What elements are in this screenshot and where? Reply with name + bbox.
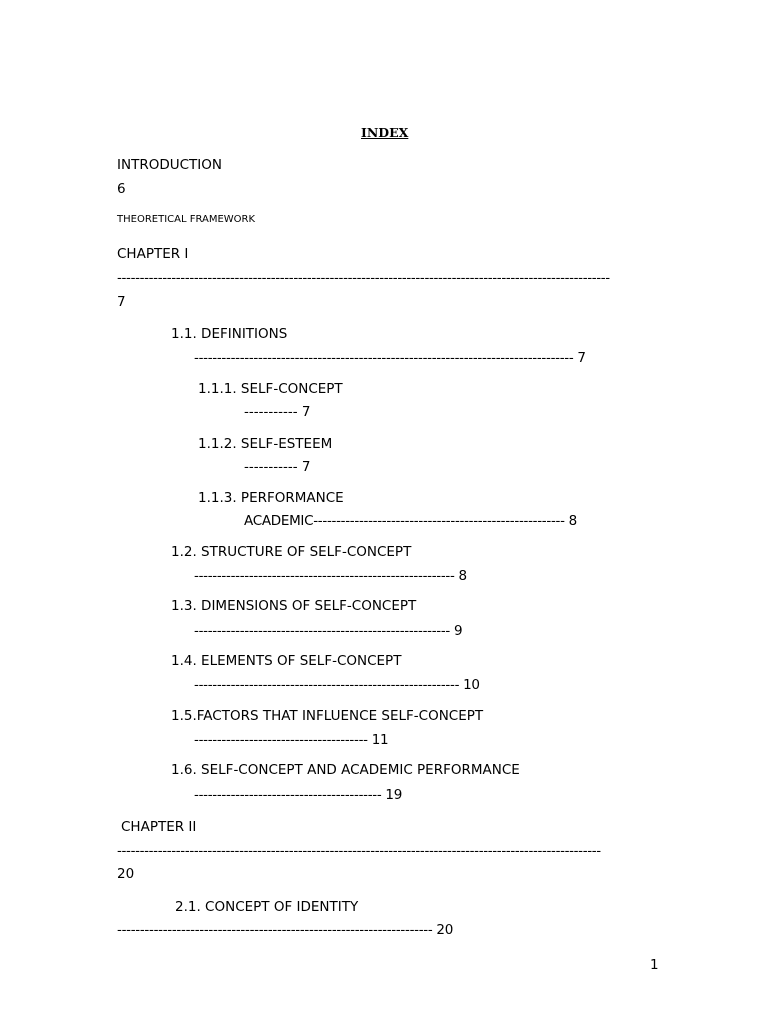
toc-chapter-2-page: 20	[117, 866, 135, 882]
toc-1-5-label: 1.5.FACTORS THAT INFLUENCE SELF-CONCEPT	[171, 708, 484, 724]
toc-theoretical-framework: THEORETICAL FRAMEWORK	[117, 214, 256, 225]
toc-1-1-leader: ----------------------------------------------------------------------------------- 7	[194, 350, 586, 366]
toc-1-1-2-label: 1.1.2. SELF-ESTEEM	[198, 436, 333, 452]
toc-chapter-2-label: CHAPTER II	[121, 819, 197, 835]
toc-1-3-label: 1.3. DIMENSIONS OF SELF-CONCEPT	[171, 598, 417, 614]
toc-chapter-1-label: CHAPTER I	[117, 246, 189, 262]
toc-1-2-leader: --------------------------------------------------------- 8	[194, 568, 467, 584]
toc-2-1-leader: --------------------------------------------------------------------- 20	[117, 922, 453, 938]
toc-introduction-page: 6	[117, 181, 126, 197]
toc-1-4-leader: ---------------------------------------------------------- 10	[194, 677, 480, 693]
toc-1-1-3-leader: ACADEMIC------------------------------------------------------- 8	[244, 513, 577, 529]
toc-introduction-label: INTRODUCTION	[117, 157, 222, 173]
toc-1-3-leader: -------------------------------------------------------- 9	[194, 623, 463, 639]
toc-1-1-3-label: 1.1.3. PERFORMANCE	[198, 490, 344, 506]
toc-1-1-1-leader: ----------- 7	[244, 404, 311, 420]
toc-1-5-leader: -------------------------------------- 11	[194, 732, 389, 748]
index-title: INDEX	[361, 125, 409, 140]
toc-chapter-1-page: 7	[117, 294, 126, 310]
page-number: 1	[650, 957, 659, 973]
toc-1-1-1-label: 1.1.1. SELF-CONCEPT	[198, 381, 343, 397]
toc-1-6-leader: ----------------------------------------- 19	[194, 787, 402, 803]
toc-1-4-label: 1.4. ELEMENTS OF SELF-CONCEPT	[171, 653, 402, 669]
toc-1-6-label: 1.6. SELF-CONCEPT AND ACADEMIC PERFORMANCE	[171, 762, 520, 778]
toc-chapter-1-leader: -------------------------------------------------------------------------------------------------------------	[117, 270, 610, 286]
toc-2-1-label: 2.1. CONCEPT OF IDENTITY	[175, 899, 359, 915]
toc-1-1-2-leader: ----------- 7	[244, 459, 311, 475]
toc-chapter-2-leader: -----------------------------------------------------------------------------------------------------------	[117, 843, 601, 859]
toc-1-1-label: 1.1. DEFINITIONS	[171, 326, 288, 342]
toc-1-2-label: 1.2. STRUCTURE OF SELF-CONCEPT	[171, 544, 412, 560]
